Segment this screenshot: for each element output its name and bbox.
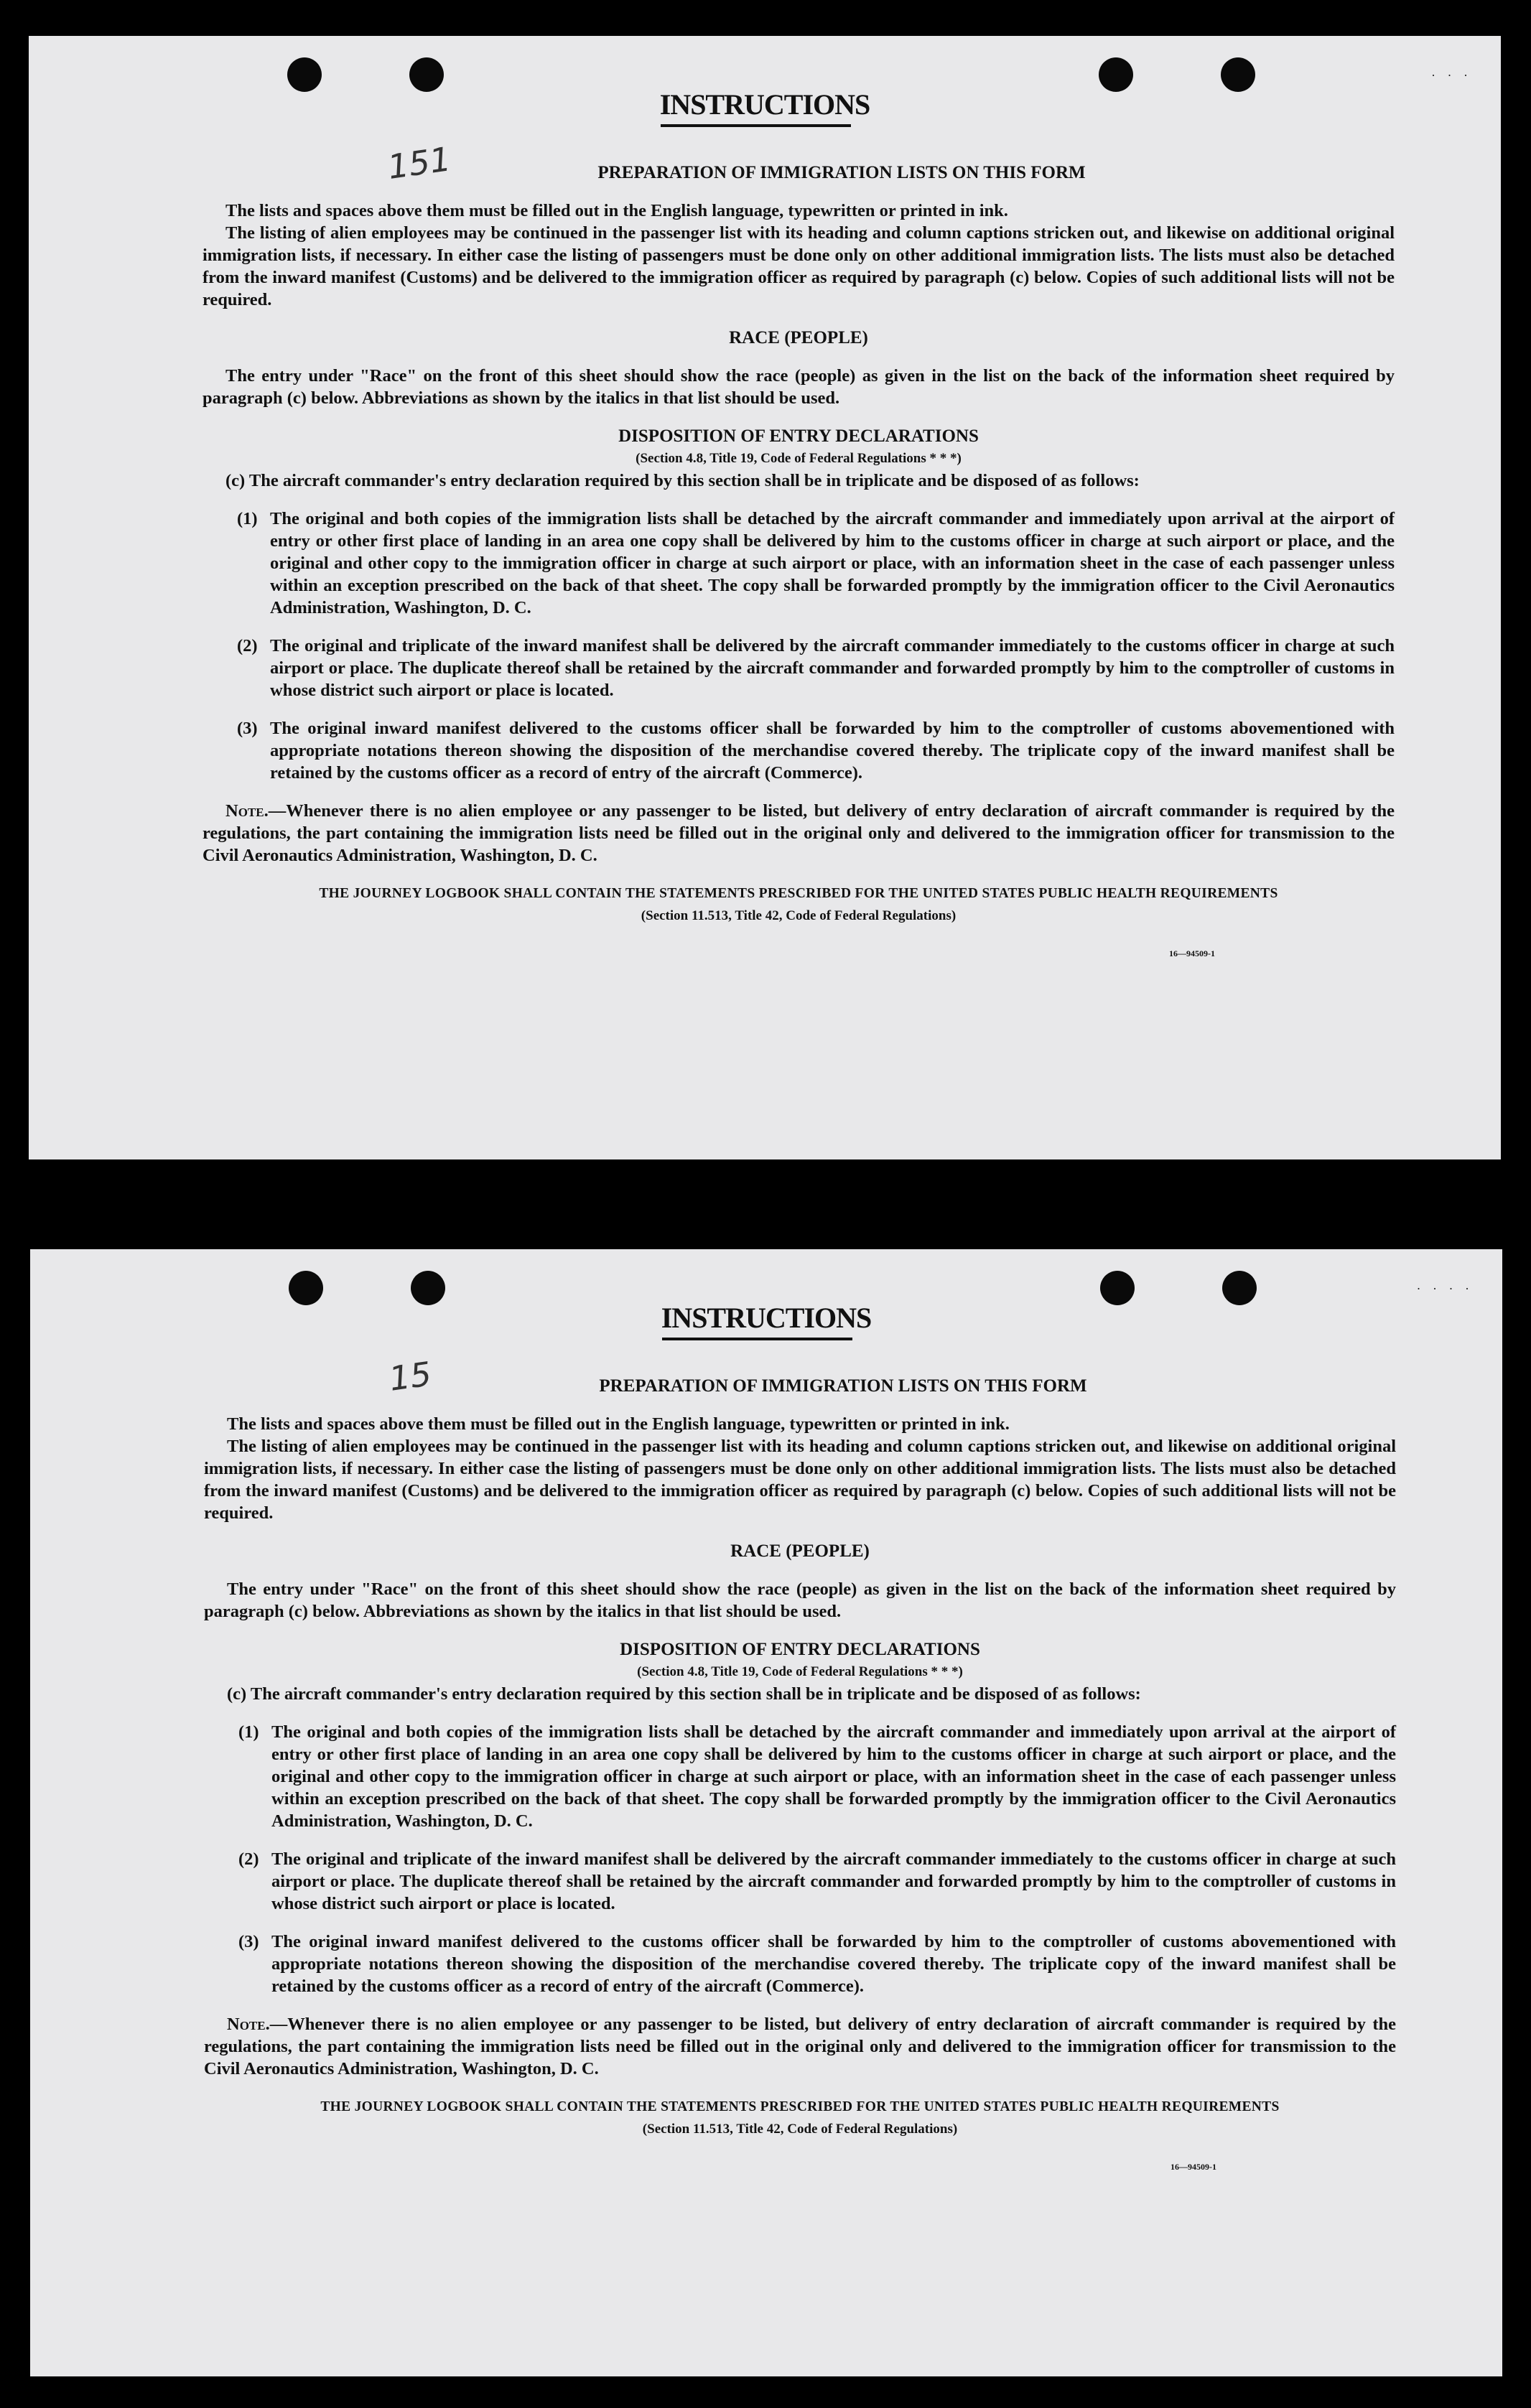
item-text: The original inward manifest delivered to the customs officer shall be forwarded by him to the comptroller of customs abovementioned with appropriate notations thereon showing the disposition of the merchandise covered thereby. The triplicate copy of the inward manifest shall be retained by the customs officer as a record of entry of the aircraft (Commerce). [270, 719, 1395, 783]
punch-hole [411, 1271, 445, 1305]
handwritten-mark: 15 [386, 1354, 434, 1399]
instructions-body [204, 1375, 1396, 2178]
punch-hole [1100, 1271, 1135, 1305]
heading-race: RACE (PEOPLE) [730, 1541, 870, 1561]
item-text: The original and triplicate of the inward manifest shall be delivered by the aircraft commander immediately to the customs officer in charge at such airport or place. The duplicate thereof shall be retained by the aircraft commander and forwarded promptly by him to the comptroller of customs in whose district such airport or place is located. [270, 636, 1395, 700]
paragraph-c: (c) The aircraft commander's entry declaration required by this section shall be in triplicate and be disposed of as follows: [227, 1684, 1141, 1704]
note-label: Note. [227, 2015, 270, 2034]
item-number: (2) [238, 1849, 259, 1869]
punch-hole [1222, 1271, 1257, 1305]
punch-hole [287, 57, 322, 92]
note-paragraph [204, 2013, 1396, 2080]
paragraph-race: The entry under "Race" on the front of this sheet should show the race (people) as given in the list on the back of the information sheet required by paragraph (c) below. Abbreviations as shown by the italics in that list should be used. [204, 1579, 1396, 1621]
logbook-reference: (Section 11.513, Title 42, Code of Federal Regulations) [642, 2122, 958, 2137]
paragraph-race: The entry under "Race" on the front of this sheet should show the race (people) as given in the list on the back of the information sheet required by paragraph (c) below. Abbreviations as shown by the italics in that list should be used. [203, 366, 1395, 408]
paragraph-alien-employees: The listing of alien employees may be continued in the passenger list with its heading and column captions stricken out, and likewise on additional original immigration lists, if necessary. In either case the listing of passengers must be done only on other additional immigration lists. The lists must also be detached from the inward manifest (Customs) and be delivered to the immigration officer as required by paragraph (c) below. Copies of such additional lists will not be required. [204, 1437, 1396, 1523]
paragraph-alien-employees: The listing of alien employees may be continued in the passenger list with its heading and column captions stricken out, and likewise on additional original immigration lists, if necessary. In either case the listing of passengers must be done only on other additional immigration lists. The lists must also be detached from the inward manifest (Customs) and be delivered to the immigration officer as required by paragraph (c) below. Copies of such additional lists will not be required. [203, 223, 1395, 309]
punch-hole [1221, 57, 1255, 92]
title-underline [661, 124, 851, 127]
section-reference: (Section 4.8, Title 19, Code of Federal Regulations * * *) [636, 451, 962, 466]
list-item [203, 717, 1395, 784]
logbook-reference: (Section 11.513, Title 42, Code of Federal Regulations) [641, 908, 957, 923]
page-title: INSTRUCTIONS [659, 88, 870, 121]
punch-hole [1099, 57, 1133, 92]
heading-preparation: PREPARATION OF IMMIGRATION LISTS ON THIS FORM [599, 1376, 1087, 1396]
stray-marks: · · · · [1416, 1282, 1474, 1296]
form-code: 16—94509-1 [1169, 948, 1215, 958]
handwritten-mark: 151 [385, 139, 454, 187]
punch-hole [289, 1271, 323, 1305]
title-underline [662, 1338, 852, 1340]
item-number: (2) [237, 636, 258, 655]
logbook-statement: THE JOURNEY LOGBOOK SHALL CONTAIN THE STATEMENTS PRESCRIBED FOR THE UNITED STATES PUBLIC HEALTH REQUIREMENTS [320, 2099, 1280, 2114]
item-text: The original and both copies of the immigration lists shall be detached by the aircraft commander and immediately upon arrival at the airport of entry or other first place of landing in an area one copy shall be delivered by him to the customs officer in charge at such airport or place, and the original and other copy to the immigration officer in charge at such airport or place, with an information sheet in the case of each passenger unless within an exception prescribed on the back of that sheet. The copy shall be forwarded promptly by the immigration officer to the Civil Aeronautics Administration, Washington, D. C. [271, 1722, 1396, 1831]
item-number: (1) [238, 1722, 259, 1742]
instructions-body [203, 162, 1395, 965]
paragraph-language: The lists and spaces above them must be filled out in the English language, typewritten or printed in ink. [225, 201, 1008, 220]
paragraph-c: (c) The aircraft commander's entry declaration required by this section shall be in triplicate and be disposed of as follows: [225, 471, 1140, 490]
item-text: The original and triplicate of the inward manifest shall be delivered by the aircraft commander immediately to the customs officer in charge at such airport or place. The duplicate thereof shall be retained by the aircraft commander and forwarded promptly by him to the comptroller of customs in whose district such airport or place is located. [271, 1849, 1396, 1913]
note-label: Note. [225, 801, 269, 821]
list-item [203, 508, 1395, 619]
list-item [204, 1721, 1396, 1832]
list-item [204, 1848, 1396, 1915]
item-number: (3) [238, 1932, 259, 1951]
page-title: INSTRUCTIONS [661, 1302, 872, 1334]
heading-disposition: DISPOSITION OF ENTRY DECLARATIONS [620, 1640, 980, 1659]
form-code: 16—94509-1 [1171, 2162, 1216, 2172]
paragraph-language: The lists and spaces above them must be filled out in the English language, typewritten or printed in ink. [227, 1414, 1010, 1434]
item-text: The original and both copies of the immigration lists shall be detached by the aircraft commander and immediately upon arrival at the airport of entry or other first place of landing in an area one copy shall be delivered by him to the customs officer in charge at such airport or place, and the original and other copy to the immigration officer in charge at such airport or place, with an information sheet in the case of each passenger unless within an exception prescribed on the back of that sheet. The copy shall be forwarded promptly by the immigration officer to the Civil Aeronautics Administration, Washington, D. C. [270, 509, 1395, 617]
item-number: (3) [237, 719, 258, 738]
note-text: —Whenever there is no alien employee or any passenger to be listed, but delivery of entry declaration of aircraft commander is required by the regulations, the part containing the immigration lists need be filled out in the original only and delivered to the immigration officer for transmission to the Civil Aeronautics Administration, Washington, D. C. [203, 801, 1395, 865]
list-item [203, 635, 1395, 701]
section-reference: (Section 4.8, Title 19, Code of Federal Regulations * * *) [637, 1664, 963, 1679]
instruction-sheet-bottom [30, 1249, 1502, 2376]
list-item [204, 1931, 1396, 1997]
heading-race: RACE (PEOPLE) [729, 328, 868, 347]
note-paragraph [203, 800, 1395, 867]
stray-marks: · · · [1431, 68, 1472, 83]
heading-preparation: PREPARATION OF IMMIGRATION LISTS ON THIS FORM [597, 163, 1086, 182]
punch-hole [409, 57, 444, 92]
heading-disposition: DISPOSITION OF ENTRY DECLARATIONS [618, 426, 979, 446]
item-text: The original inward manifest delivered to the customs officer shall be forwarded by him to the comptroller of customs abovementioned with appropriate notations thereon showing the disposition of the merchandise covered thereby. The triplicate copy of the inward manifest shall be retained by the customs officer as a record of entry of the aircraft (Commerce). [271, 1932, 1396, 1996]
note-text: —Whenever there is no alien employee or any passenger to be listed, but delivery of entry declaration of aircraft commander is required by the regulations, the part containing the immigration lists need be filled out in the original only and delivered to the immigration officer for transmission to the Civil Aeronautics Administration, Washington, D. C. [204, 2015, 1396, 2078]
logbook-statement: THE JOURNEY LOGBOOK SHALL CONTAIN THE STATEMENTS PRESCRIBED FOR THE UNITED STATES PUBLIC HEALTH REQUIREMENTS [319, 886, 1278, 901]
instruction-sheet-top [29, 36, 1501, 1159]
item-number: (1) [237, 509, 258, 528]
